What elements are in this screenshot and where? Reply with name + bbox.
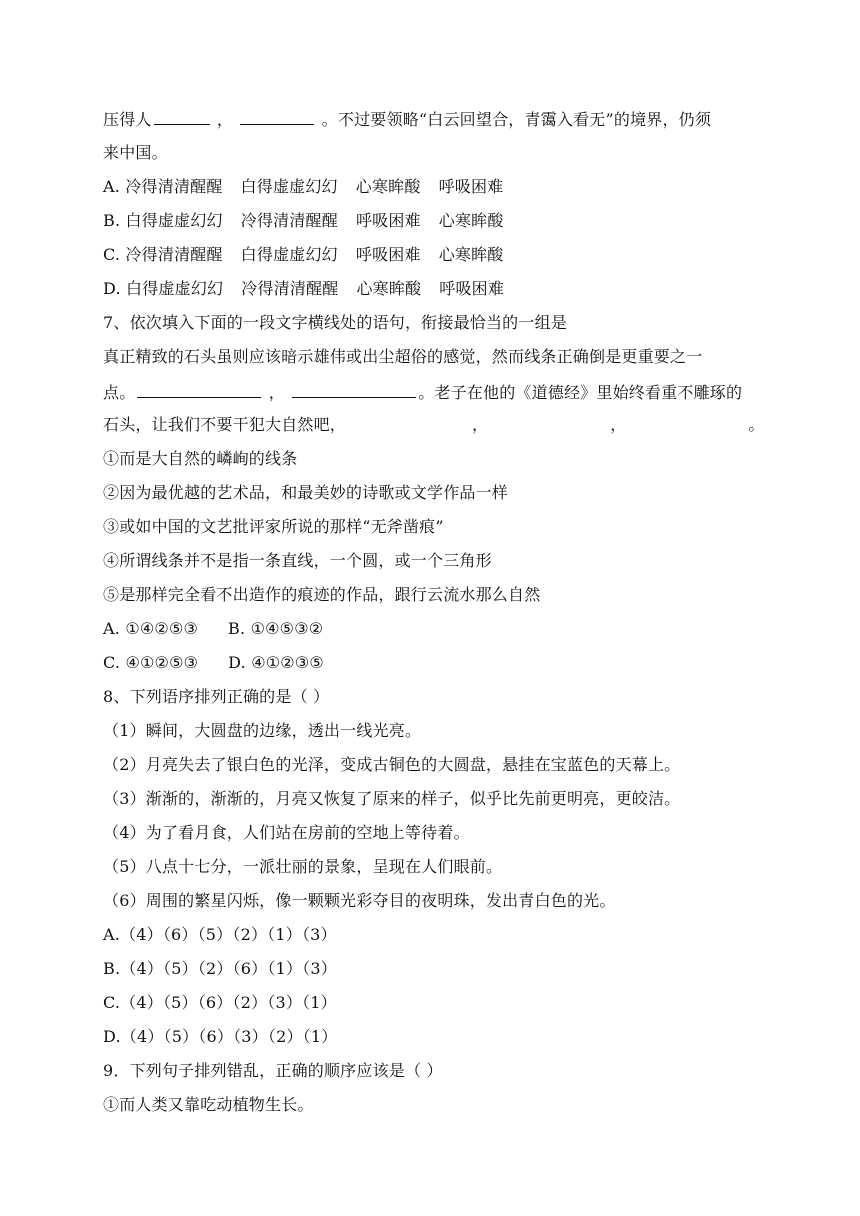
option-part: 白得虚虚幻幻 (240, 245, 338, 264)
option-part: 心寒眸酸 (438, 245, 504, 264)
q6-text: ， (216, 110, 234, 129)
q7-text: 石头，让我们不要干犯大自然吧， (103, 415, 347, 434)
option-part: 心寒眸酸 (356, 279, 422, 298)
q7-option-b: B. ①④⑤③② (228, 619, 324, 638)
q7-option-d: D. ④①②③⑤ (228, 653, 324, 672)
q7-text: 点。 (103, 383, 136, 402)
option-part: 白得虚虚幻幻 (126, 279, 224, 298)
q7-options-row-1 (103, 619, 323, 639)
option-part: 呼吸困难 (355, 211, 421, 230)
q8-item-3: （3）渐渐的，渐渐的，月亮又恢复了原来的样子，似乎比先前更明亮，更皎洁。 (103, 789, 681, 808)
q7-paragraph-line-1: 真正精致的石头虽则应该暗示雄伟或出尘超俗的感觉，然而线条正确倒是更重要之一 (103, 347, 703, 366)
q7-text: 。 (748, 415, 765, 434)
q7-text: 。老子在他的《道德经》里始终看重不雕琢的 (418, 383, 743, 402)
q7-item-4: ④所谓线条并不是指一条直线，一个圆，或一个三角形 (103, 551, 492, 570)
q7-text: ， (268, 383, 285, 402)
option-part: 呼吸困难 (355, 245, 421, 264)
q8-item-4: （4）为了看月食，人们站在房前的空地上等待着。 (103, 823, 470, 842)
option-part: 冷得清清醒醒 (125, 245, 223, 264)
q8-option-d: D.（4）（5）（6）（3）（2）（1） (103, 1027, 338, 1046)
q7-option-a: A. ①④②⑤③ (103, 619, 199, 638)
q7-item-5: ⑤是那样完全看不出造作的痕迹的作品，跟行云流水那么自然 (103, 585, 541, 604)
q6-text: 压得人 (103, 110, 152, 129)
q7-text: ， (610, 415, 627, 434)
option-part: 白得虚虚幻幻 (125, 211, 223, 230)
q7-paragraph-line-3 (103, 415, 765, 435)
option-part: 呼吸困难 (438, 177, 504, 196)
q6-text: 。不过要领略“白云回望合，青霭入看无”的境界，仍须 (321, 110, 712, 129)
q6-option-c (103, 245, 504, 265)
q6-option-a (103, 177, 503, 197)
option-label: D. (103, 279, 121, 298)
q6-line-2: 来中国。 (103, 143, 168, 162)
option-part: 冷得清清醒醒 (125, 177, 223, 196)
q7-text: ， (472, 415, 489, 434)
q8-item-1: （1）瞬间，大圆盘的边缘，透出一线光亮。 (103, 721, 422, 740)
q7-item-1: ①而是大自然的嶙峋的线条 (103, 449, 298, 468)
answer-blank (137, 381, 261, 398)
q7-item-3: ③或如中国的文艺批评家所说的那样“无斧凿痕” (103, 517, 444, 536)
option-label: B. (103, 211, 121, 230)
q6-option-d (103, 279, 504, 299)
option-part: 呼吸困难 (439, 279, 505, 298)
option-part: 冷得清清醒醒 (241, 279, 339, 298)
q7-options-row-2 (103, 653, 324, 673)
q6-line-1 (103, 108, 711, 130)
q8-option-c: C.（4）（5）（6）（2）（3）（1） (103, 993, 337, 1012)
q7-option-c: C. ④①②⑤③ (103, 653, 199, 672)
q9-item-1: ①而人类又靠吃动植物生长。 (103, 1095, 314, 1114)
q7-item-2: ②因为最优越的艺术品，和最美妙的诗歌或文学作品一样 (103, 483, 509, 502)
q8-item-5: （5）八点十七分，一派壮丽的景象，呈现在人们眼前。 (103, 857, 503, 876)
q7-paragraph-line-2 (103, 381, 742, 403)
option-label: A. (103, 177, 121, 196)
q8-item-6: （6）周围的繁星闪烁，像一颗颗光彩夺目的夜明珠，发出青白色的光。 (103, 891, 616, 910)
q8-stem: 8、下列语序排列正确的是（ ） (103, 687, 330, 706)
q8-option-a: A.（4）（6）（5）（2）（1）（3） (103, 925, 337, 944)
answer-blank (292, 381, 416, 398)
option-part: 心寒眸酸 (355, 177, 421, 196)
answer-blank (240, 108, 314, 125)
option-part: 冷得清清醒醒 (240, 211, 338, 230)
q9-stem: 9．下列句子排列错乱，正确的顺序应该是（ ） (103, 1061, 443, 1080)
q7-stem: 7、依次填入下面的一段文字横线处的语句，衔接最恰当的一组是 (103, 313, 567, 332)
q8-item-2: （2）月亮失去了银白色的光泽，变成古铜色的大圆盘，悬挂在宝蓝色的天幕上。 (103, 755, 681, 774)
q6-option-b (103, 211, 504, 231)
option-part: 白得虚虚幻幻 (240, 177, 338, 196)
q8-option-b: B.（4）（5）（2）（6）（1）（3） (103, 959, 337, 978)
option-label: C. (103, 245, 121, 264)
option-part: 心寒眸酸 (438, 211, 504, 230)
answer-blank (154, 108, 210, 125)
